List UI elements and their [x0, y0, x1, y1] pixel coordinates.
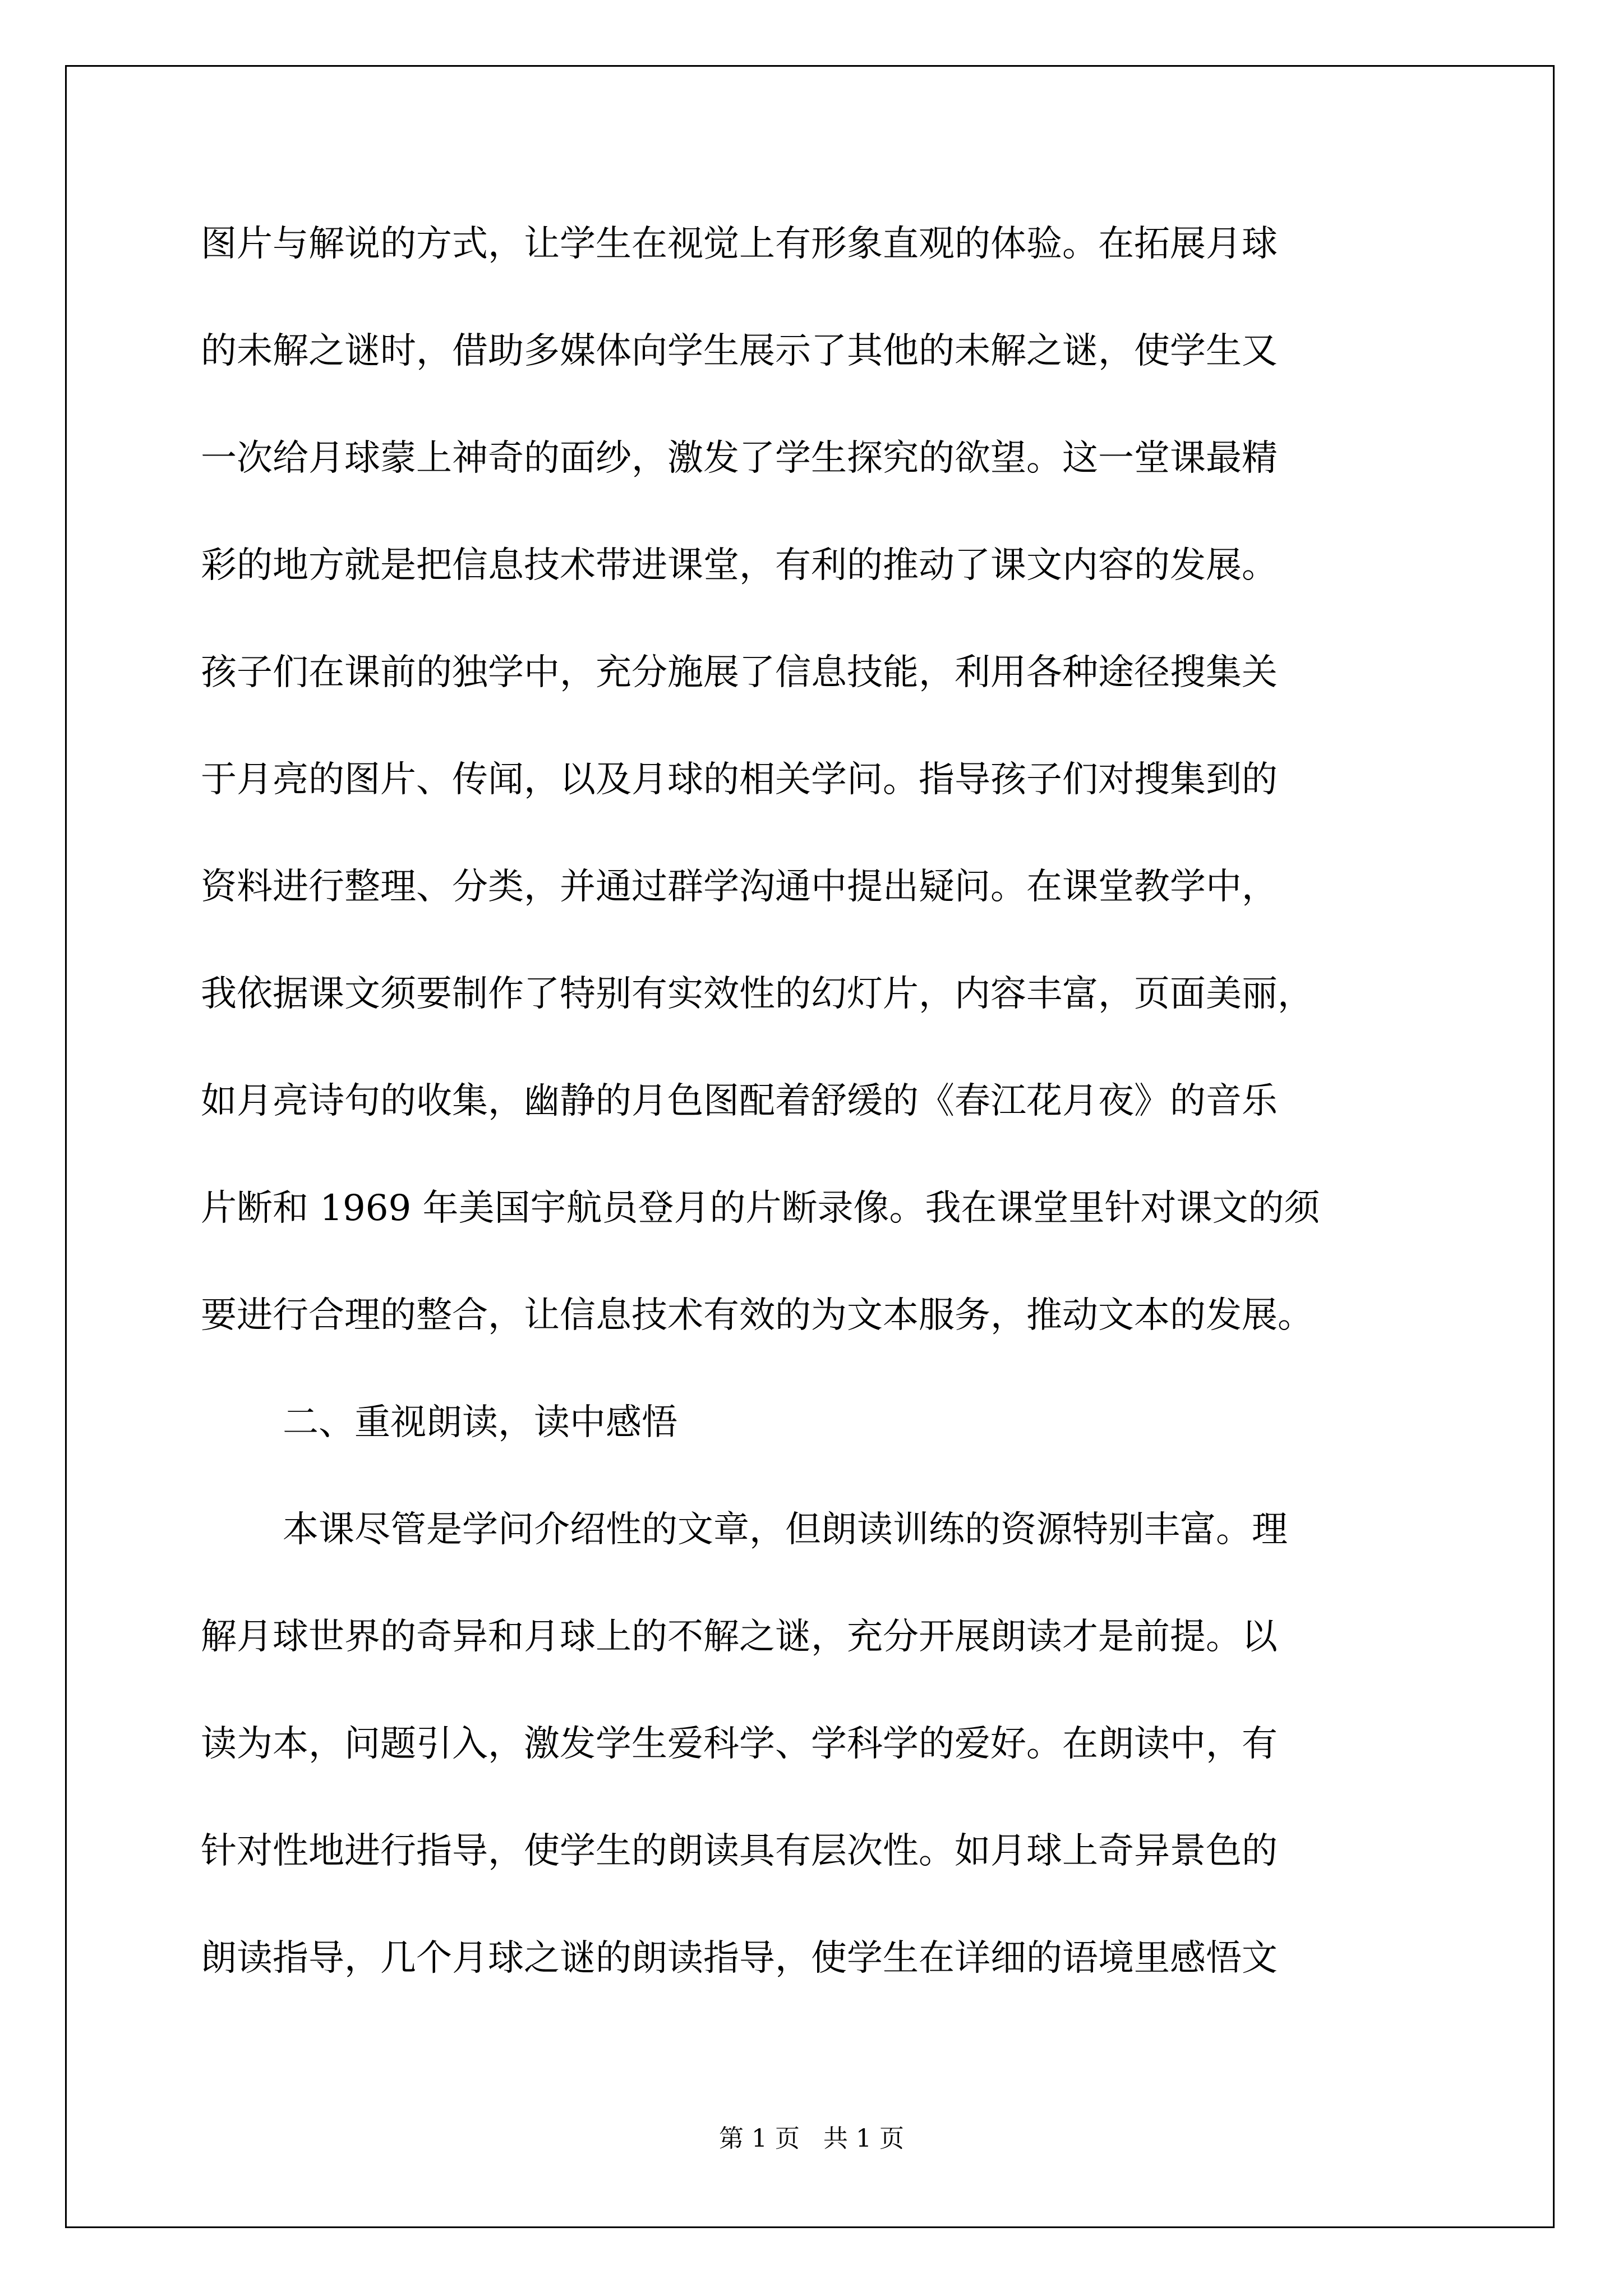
- paragraph-line: 资料进行整理、分类，并通过群学沟通中提出疑问。在课堂教学中，: [201, 866, 1278, 908]
- paragraph-line: 的未解之谜时，借助多媒体向学生展示了其他的未解之谜，使学生又: [201, 330, 1278, 372]
- paragraph-line: 片断和 1969 年美国宇航员登月的片断录像。我在课堂里针对课文的须: [201, 1188, 1320, 1229]
- section-heading: 二、重视朗读，读中感悟: [283, 1402, 677, 1443]
- paragraph-line: 针对性地进行指导，使学生的朗读具有层次性。如月球上奇异景色的: [201, 1830, 1278, 1872]
- paragraph-line: 于月亮的图片、传闻，以及月球的相关学问。指导孩子们对搜集到的: [201, 759, 1278, 800]
- paragraph-line: 我依据课文须要制作了特别有实效性的幻灯片，内容丰富，页面美丽，: [201, 973, 1313, 1015]
- paragraph-line: 本课尽管是学问介绍性的文章，但朗读训练的资源特别丰富。理: [283, 1509, 1288, 1550]
- page-border: [65, 65, 1555, 2228]
- paragraph-line: 孩子们在课前的独学中，充分施展了信息技能，利用各种途径搜集关: [201, 652, 1278, 693]
- paragraph-line: 解月球世界的奇异和月球上的不解之谜，充分开展朗读才是前提。以: [201, 1616, 1278, 1658]
- paragraph-line: 一次给月球蒙上神奇的面纱，激发了学生探究的欲望。这一堂课最精: [201, 438, 1278, 479]
- page-number-footer: 第 1 页 共 1 页: [719, 2124, 904, 2153]
- paragraph-line: 如月亮诗句的收集，幽静的月色图配着舒缓的《春江花月夜》的音乐: [201, 1080, 1278, 1122]
- paragraph-line: 图片与解说的方式，让学生在视觉上有形象直观的体验。在拓展月球: [201, 223, 1278, 265]
- paragraph-line: 要进行合理的整合，让信息技术有效的为文本服务，推动文本的发展。: [201, 1295, 1313, 1336]
- paragraph-line: 读为本，问题引入，激发学生爱科学、学科学的爱好。在朗读中，有: [201, 1723, 1278, 1765]
- paragraph-line: 彩的地方就是把信息技术带进课堂，有利的推动了课文内容的发展。: [201, 545, 1278, 586]
- paragraph-line: 朗读指导，几个月球之谜的朗读指导，使学生在详细的语境里感悟文: [201, 1938, 1278, 1979]
